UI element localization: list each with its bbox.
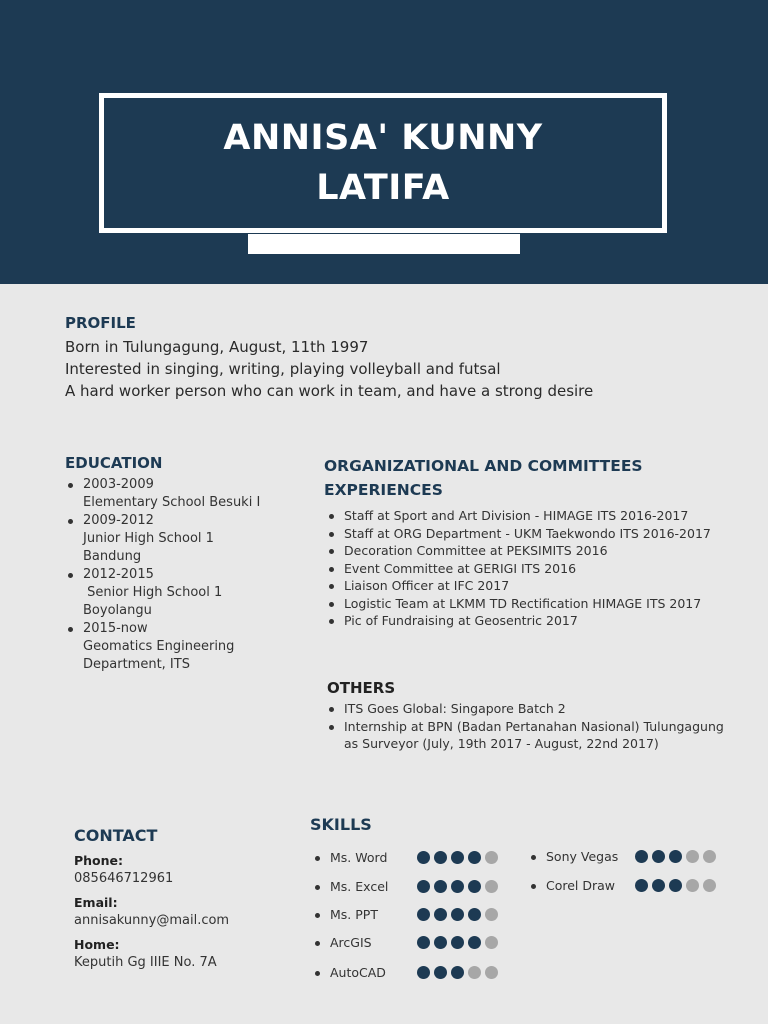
others-list	[326, 700, 746, 753]
name-frame	[99, 93, 667, 233]
organizational-heading-line: ORGANIZATIONAL AND COMMITTEES	[324, 457, 643, 475]
rating-dot-filled	[417, 966, 430, 979]
organizational-item: Logistic Team at LKMM TD Rectification HIMAGE ITS 2017	[326, 595, 746, 613]
skill-name: Ms. PPT	[312, 907, 417, 922]
education-school: Junior High School 1	[83, 531, 214, 546]
rating-dot-empty	[485, 936, 498, 949]
rating-dot-empty	[485, 966, 498, 979]
rating-dot-filled	[434, 880, 447, 893]
skill-row-word	[312, 848, 502, 866]
rating-dot-filled	[451, 851, 464, 864]
skill-rating	[635, 879, 720, 892]
skills-heading: SKILLS	[310, 815, 372, 834]
skill-name: ArcGIS	[312, 935, 417, 950]
organizational-heading-line: EXPERIENCES	[324, 481, 443, 499]
others-item: Internship at BPN (Badan Pertanahan Nasional) Tulungagung as Surveyor (July, 19th 2017 - August, 22nd 2017)	[326, 718, 746, 753]
education-item	[65, 476, 295, 512]
profile-line: Born in Tulungagung, August, 11th 1997	[65, 338, 369, 356]
rating-dot-empty	[468, 966, 481, 979]
home-value: Keputih Gg IIIE No. 7A	[74, 955, 217, 970]
education-school: Boyolangu	[83, 603, 152, 618]
organizational-item: Staff at ORG Department - UKM Taekwondo ITS 2016-2017	[326, 525, 746, 543]
email-label: Email:	[74, 895, 118, 910]
home-label: Home:	[74, 937, 120, 952]
organizational-item: Staff at Sport and Art Division - HIMAGE ITS 2016-2017	[326, 507, 746, 525]
skill-row-sony-vegas	[528, 847, 720, 865]
skill-rating	[417, 880, 502, 893]
education-school: Bandung	[83, 549, 142, 564]
rating-dot-empty	[485, 880, 498, 893]
skill-rating	[417, 966, 502, 979]
profile-heading: PROFILE	[65, 314, 136, 332]
rating-dot-filled	[468, 908, 481, 921]
education-school: Elementary School Besuki I	[83, 495, 261, 510]
organizational-list	[326, 507, 746, 630]
rating-dot-filled	[451, 880, 464, 893]
name-line-2: LATIFA	[316, 168, 450, 208]
organizational-heading	[324, 454, 643, 502]
rating-dot-empty	[686, 850, 699, 863]
rating-dot-filled	[652, 879, 665, 892]
rating-dot-filled	[417, 936, 430, 949]
rating-dot-filled	[434, 851, 447, 864]
organizational-item: Decoration Committee at PEKSIMITS 2016	[326, 542, 746, 560]
rating-dot-filled	[652, 850, 665, 863]
education-years: 2012-2015	[83, 567, 154, 582]
rating-dot-filled	[468, 851, 481, 864]
phone-label: Phone:	[74, 853, 124, 868]
rating-dot-filled	[451, 936, 464, 949]
name-underline-bar	[248, 234, 520, 254]
name-line-1: ANNISA' KUNNY	[223, 118, 543, 158]
rating-dot-filled	[417, 908, 430, 921]
rating-dot-filled	[434, 966, 447, 979]
education-school: Geomatics Engineering	[83, 639, 235, 654]
rating-dot-filled	[635, 879, 648, 892]
skill-row-corel-draw	[528, 876, 720, 894]
rating-dot-filled	[417, 851, 430, 864]
education-list	[65, 476, 295, 674]
rating-dot-filled	[417, 880, 430, 893]
education-school: Department, ITS	[83, 657, 190, 672]
rating-dot-filled	[468, 880, 481, 893]
rating-dot-filled	[669, 850, 682, 863]
skill-row-excel	[312, 877, 502, 895]
organizational-item: Event Committee at GERIGI ITS 2016	[326, 560, 746, 578]
skill-row-ppt	[312, 905, 502, 923]
education-years: 2003-2009	[83, 477, 154, 492]
profile-text	[65, 336, 625, 402]
education-years: 2015-now	[83, 621, 148, 636]
skill-name: Ms. Excel	[312, 879, 417, 894]
rating-dot-filled	[635, 850, 648, 863]
rating-dot-filled	[451, 908, 464, 921]
others-heading: OTHERS	[327, 679, 396, 697]
skill-rating	[417, 936, 502, 949]
others-item: ITS Goes Global: Singapore Batch 2	[326, 700, 746, 718]
skill-rating	[417, 851, 502, 864]
organizational-item: Pic of Fundraising at Geosentric 2017	[326, 612, 746, 630]
education-heading: EDUCATION	[65, 454, 163, 472]
skill-row-autocad	[312, 963, 502, 981]
rating-dot-filled	[451, 966, 464, 979]
contact-block	[74, 852, 304, 978]
rating-dot-empty	[485, 851, 498, 864]
education-item	[65, 620, 295, 674]
rating-dot-empty	[485, 908, 498, 921]
rating-dot-filled	[434, 936, 447, 949]
skill-name: Ms. Word	[312, 850, 417, 865]
skill-row-arcgis	[312, 933, 502, 951]
skill-rating	[635, 850, 720, 863]
rating-dot-empty	[686, 879, 699, 892]
skill-name: AutoCAD	[312, 965, 417, 980]
education-item	[65, 566, 295, 620]
rating-dot-empty	[703, 850, 716, 863]
contact-heading: CONTACT	[74, 826, 158, 845]
organizational-item: Liaison Officer at IFC 2017	[326, 577, 746, 595]
profile-line: A hard worker person who can work in team, and have a strong desire	[65, 382, 594, 400]
education-school: Senior High School 1	[83, 585, 223, 600]
skill-name: Corel Draw	[528, 878, 635, 893]
email-value: annisakunny@mail.com	[74, 913, 230, 928]
phone-value: 085646712961	[74, 871, 174, 886]
education-item	[65, 512, 295, 566]
rating-dot-empty	[703, 879, 716, 892]
rating-dot-filled	[468, 936, 481, 949]
header-banner	[0, 0, 768, 284]
rating-dot-filled	[434, 908, 447, 921]
education-years: 2009-2012	[83, 513, 154, 528]
rating-dot-filled	[669, 879, 682, 892]
profile-line: Interested in singing, writing, playing volleyball and futsal	[65, 360, 501, 378]
skill-name: Sony Vegas	[528, 849, 635, 864]
skill-rating	[417, 908, 502, 921]
